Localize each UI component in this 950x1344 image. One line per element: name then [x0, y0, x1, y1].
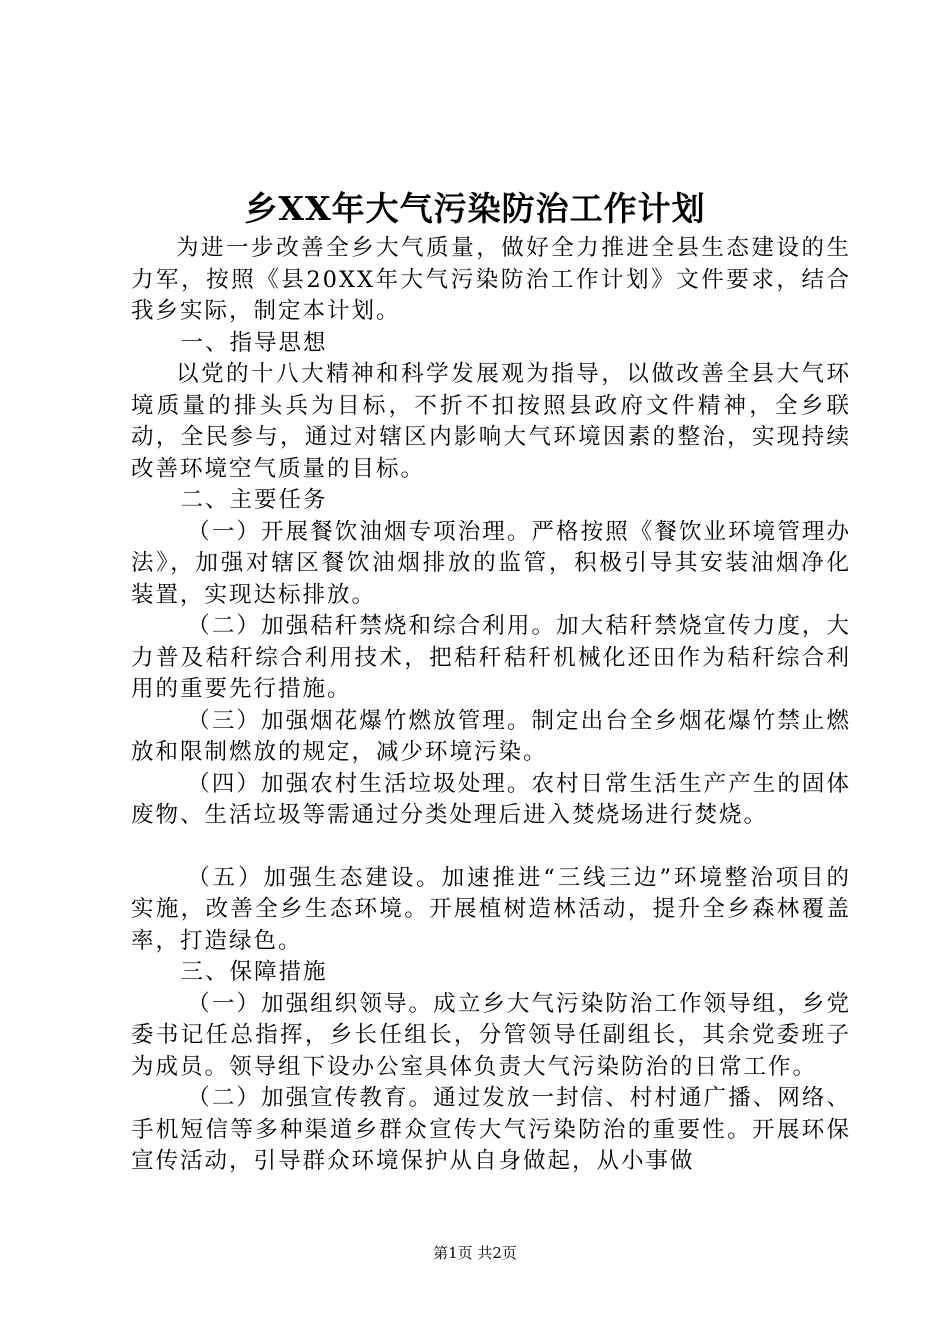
section-heading: 一、指导思想: [180, 329, 328, 356]
list-item: （三）加强烟花爆竹燃放管理。制定出台全乡烟花爆竹禁止燃放和限制燃放的规定，减少环境污染。: [131, 707, 851, 765]
list-item: （一）加强组织领导。成立乡大气污染防治工作领导组，乡党委书记任总指挥，乡长任组长，分管领导任副组长，其余党委班子为成员。领导组下设办公室具体负责大气污染防治的日常工作。: [131, 990, 851, 1080]
list-item: （二）加强秸秆禁烧和综合利用。加大秸秆禁烧宣传力度，大力普及秸秆综合利用技术，把秸秆秸秆机械化还田作为秸秆综合利用的重要先行措施。: [131, 613, 851, 702]
list-item: （五）加强生态建设。加速推进“三线三边”环境整治项目的实施，改善全乡生态环境。开展植树造林活动，提升全乡森林覆盖率，打造绿色。: [131, 864, 851, 954]
section-heading: 三、保障措施: [180, 959, 328, 985]
list-item: （一）开展餐饮油烟专项治理。严格按照《餐饮业环境管理办法》，加强对辖区餐饮油烟排放的监管，积极引导其安装油烟净化装置，实现达标排放。: [131, 518, 851, 608]
document-body: [131, 233, 851, 1178]
list-item: （四）加强农村生活垃圾处理。农村日常生活生产产生的固体废物、生活垃圾等需通过分类处理后进入焚烧场进行焚烧。: [131, 770, 851, 828]
paragraph: 以党的十八大精神和科学发展观为指导，以做改善全县大气环境质量的排头兵为目标，不折不扣按照县政府文件精神，全乡联动，全民参与，通过对辖区内影响大气环境因素的整治，实现持续改善环境空气质量的目标。: [131, 361, 851, 482]
section-heading: 二、主要任务: [180, 487, 328, 513]
page-footer: 第1页 共2页: [433, 1244, 517, 1262]
document-title: 乡XX年大气污染防治工作计划: [244, 189, 706, 228]
paragraph: 为进一步改善全乡大气质量，做好全力推进全县生态建设的生力军，按照《县20XX年大气污染防治工作计划》文件要求，结合我乡实际，制定本计划。: [131, 235, 851, 324]
list-item: （二）加强宣传教育。通过发放一封信、村村通广播、网络、手机短信等多种渠道乡群众宣传大气污染防治的重要性。开展环保宣传活动，引导群众环境保护从自身做起，从小事做: [131, 1085, 851, 1174]
